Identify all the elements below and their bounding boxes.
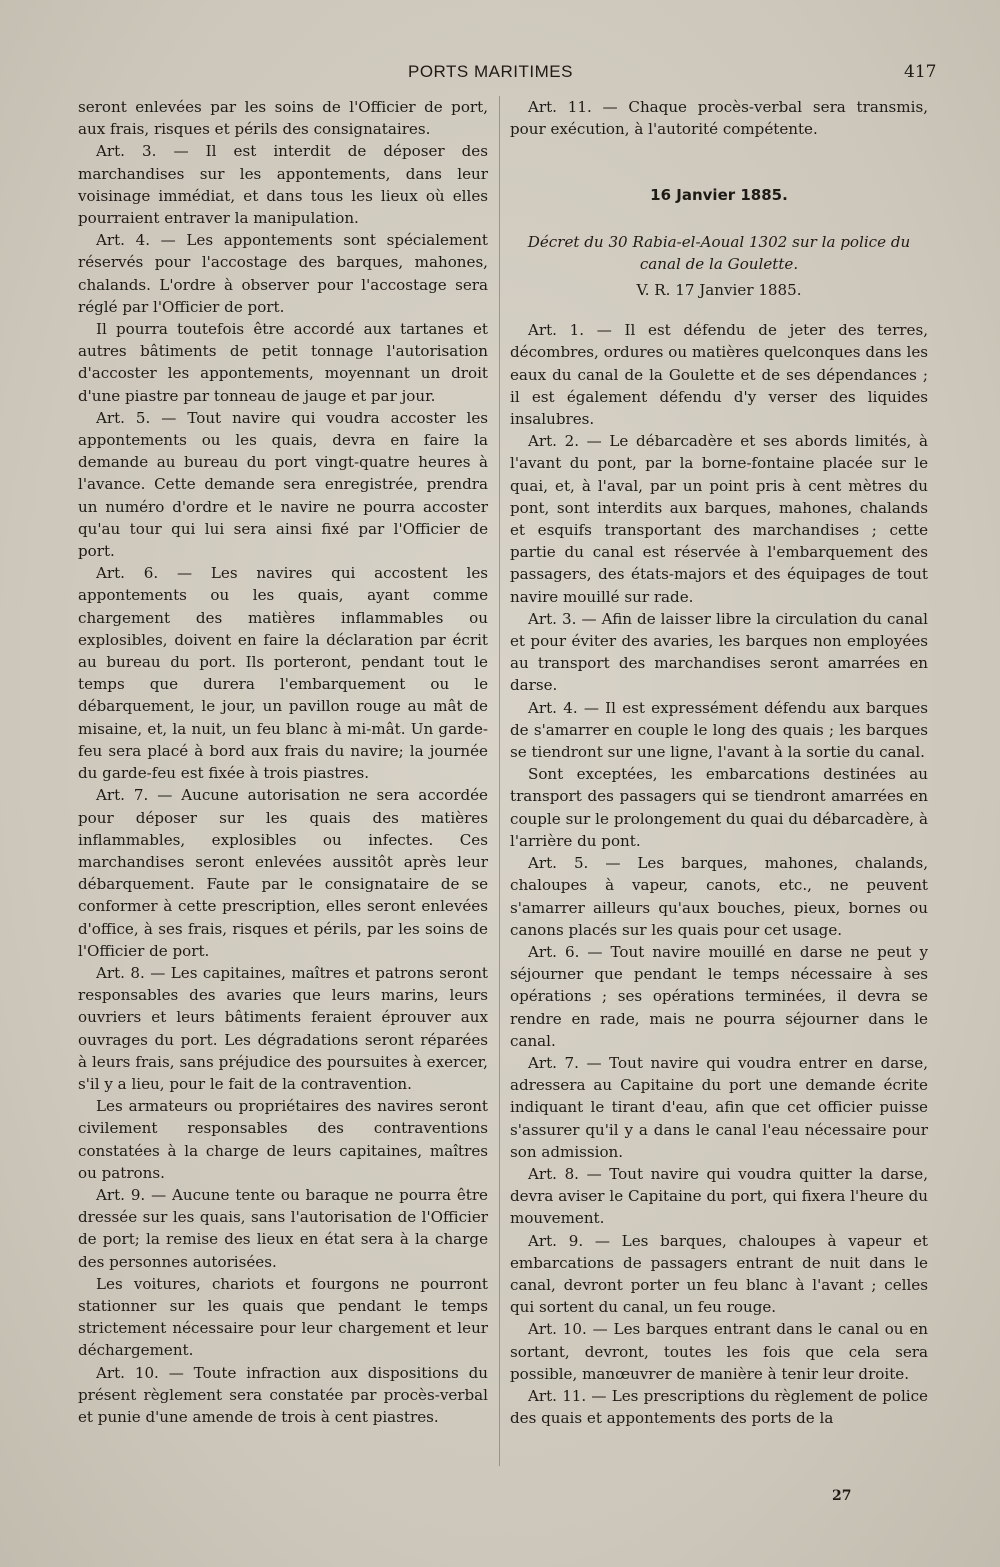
paragraph: Art. 6. — Les navires qui accostent les appontements ou les quais, ayant comme chargement des matières inflammables ou explosibles, doivent en faire la déclaration par écrit au bureau du port. Ils porteront, pendant tout le temps que durera l'embarquement ou le débarquement, le jour, un pavillon rouge au mât de misaine, et, la nuit, un feu blanc à mi-mât. Un garde-feu sera placé à bord aux frais du navire; la journée du garde-feu est fixée à trois piastres. [78,564,488,783]
page-header [0,62,1000,86]
paragraph: Les voitures, chariots et fourgons ne pourront stationner sur les quais que pendant le temps strictement nécessaire pour leur chargement et leur déchargement. [78,1274,488,1360]
paragraph: Les armateurs ou propriétaires des navires seront civilement responsables des contraventions constatées à la charge de leurs capitaines, maîtres ou patrons. [78,1097,488,1182]
decree-title: Décret du 30 Rabia-el-Aoual 1302 sur la police du canal de la Goulette. [527,232,911,273]
paragraph: Sont exceptées, les embarcations destinées au transport des passagers qui se tiendront amarrées en couple sur le prolongement du quai du débarcadère, à l'arrière du pont. [510,765,928,850]
paragraph: Art. 9. — Les barques, chaloupes à vapeur et embarcations de passagers entrant de nuit dans le canal, devront porter un feu blanc à l'avant ; celles qui sortent du canal, un feu rouge. [510,1231,928,1317]
left-column [78,96,488,1428]
paragraph: Art. 5. — Les barques, mahones, chalands, chaloupes à vapeur, canots, etc., ne peuvent s'amarrer ailleurs qu'aux bouches, pieux, bornes ou canons placés sur les quais pour cet usage. [510,854,928,939]
paragraph: Art. 1. — Il est défendu de jeter des terres, décombres, ordures ou matières quelconques dans les eaux du canal de la Goulette et de ses dépendances ; il est également défendu d'y verser des liquides insalubres. [510,321,928,429]
page-number: 417 [904,62,937,82]
paragraph: Art. 4. — Les appontements sont spécialement réservés pour l'accostage des barques, mahones, chalands. L'ordre à observer pour l'accostage sera réglé par l'Officier de port. [78,231,488,316]
running-title: PORTS MARITIMES [408,62,573,81]
paragraph: Art. 3. — Afin de laisser libre la circulation du canal et pour éviter des avaries, les barques non employées au transport des marchandises seront amarrées en darse. [510,609,928,695]
paragraph: seront enlevées par les soins de l'Officier de port, aux frais, risques et périls des consignataires. [78,98,488,139]
paragraph: Art. 7. — Aucune autorisation ne sera accordée pour déposer sur les quais des matières inflammables, explosibles ou infectes. Ces marchandises seront enlevées aussitôt après leur débarquement. Faute par le consignataire de se conformer à cette prescription, elles seront enlevées d'office, à ses frais, risques et périls, par les soins de l'Officier de port. [78,786,488,960]
signature-number: 27 [832,1488,852,1504]
paragraph: Art. 11. — Chaque procès-verbal sera transmis, pour exécution, à l'autorité compétente. [510,98,928,139]
paragraph: Art. 5. — Tout navire qui voudra accoster les appontements ou les quais, devra en faire la demande au bureau du port vingt-quatre heures à l'avance. Cette demande sera enregistrée, prendra un numéro d'ordre et le navire ne pourra accoster qu'au tour qui lui sera ainsi fixé par l'Officier de port. [78,408,488,561]
paragraph: Art. 7. — Tout navire qui voudra entrer en darse, adressera au Capitaine du port une demande écrite indiquant le tirant d'eau, afin que cet officier puisse s'assurer qu'il y a dans le canal l'eau nécessaire pour son admission. [510,1053,928,1161]
paragraph: Art. 2. — Le débarcadère et ses abords limités, à l'avant du pont, par la borne-fontaine placée sur le quai, et, à l'aval, par un point pris à cent mètres du pont, sont interdits aux barques, mahones, chalands et esquifs transportant des marchandises ; cette partie du canal est réservée à l'embarquement des passagers, des états-majors et des équipages de tout navire mouillé sur rade. [510,432,928,606]
paragraph: Art. 6. — Tout navire mouillé en darse ne peut y séjourner que pendant le temps nécessaire à ses opérations ; ses opérations terminées, il devra se rendre en rade, mais ne pourra séjourner dans le canal. [510,942,928,1050]
paragraph: Il pourra toutefois être accordé aux tartanes et autres bâtiments de petit tonnage l'autorisation d'accoster les appontements, moyennant un droit d'une piastre par tonneau de jauge et par jour. [78,320,488,405]
paragraph: Art. 11. — Les prescriptions du règlement de police des quais et appontements des ports de la [510,1386,928,1428]
paragraph: Art. 9. — Aucune tente ou baraque ne pourra être dressée sur les quais, sans l'autorisation de l'Officier de port; la remise des lieux en état sera à la charge des personnes autorisées. [78,1185,488,1271]
paragraph: Art. 3. — Il est interdit de déposer des marchandises sur les appontements, dans leur voisinage immédiat, et dans tous les lieux où elles pourraient entraver la manipulation. [78,142,488,228]
right-column [498,96,928,1429]
decree-reference: V. R. 17 Janvier 1885. [636,281,802,300]
paragraph: Art. 8. — Les capitaines, maîtres et patrons seront responsables des avaries que leurs marins, leurs ouvriers et leurs bâtiments feraient éprouver aux ouvrages du port. Les dégradations seront réparées à leurs frais, sans préjudice des poursuites à exercer, s'il y a lieu, pour le fait de la contravention. [78,963,488,1093]
paragraph: Art. 10. — Les barques entrant dans le canal ou en sortant, devront, toutes les fois que cela sera possible, manœuvrer de manière à tenir leur droite. [510,1320,928,1383]
date-heading: 16 Janvier 1885. [650,186,788,205]
paragraph: Art. 4. — Il est expressément défendu aux barques de s'amarrer en couple le long des quais ; les barques se tiendront sur une ligne, l'avant à la sortie du canal. [510,698,928,762]
paragraph: Art. 10. — Toute infraction aux dispositions du présent règlement sera constatée par procès-verbal et punie d'une amende de trois à cent piastres. [78,1363,488,1426]
paragraph: Art. 8. — Tout navire qui voudra quitter la darse, devra aviser le Capitaine du port, qui fixera l'heure du mouvement. [510,1164,928,1228]
